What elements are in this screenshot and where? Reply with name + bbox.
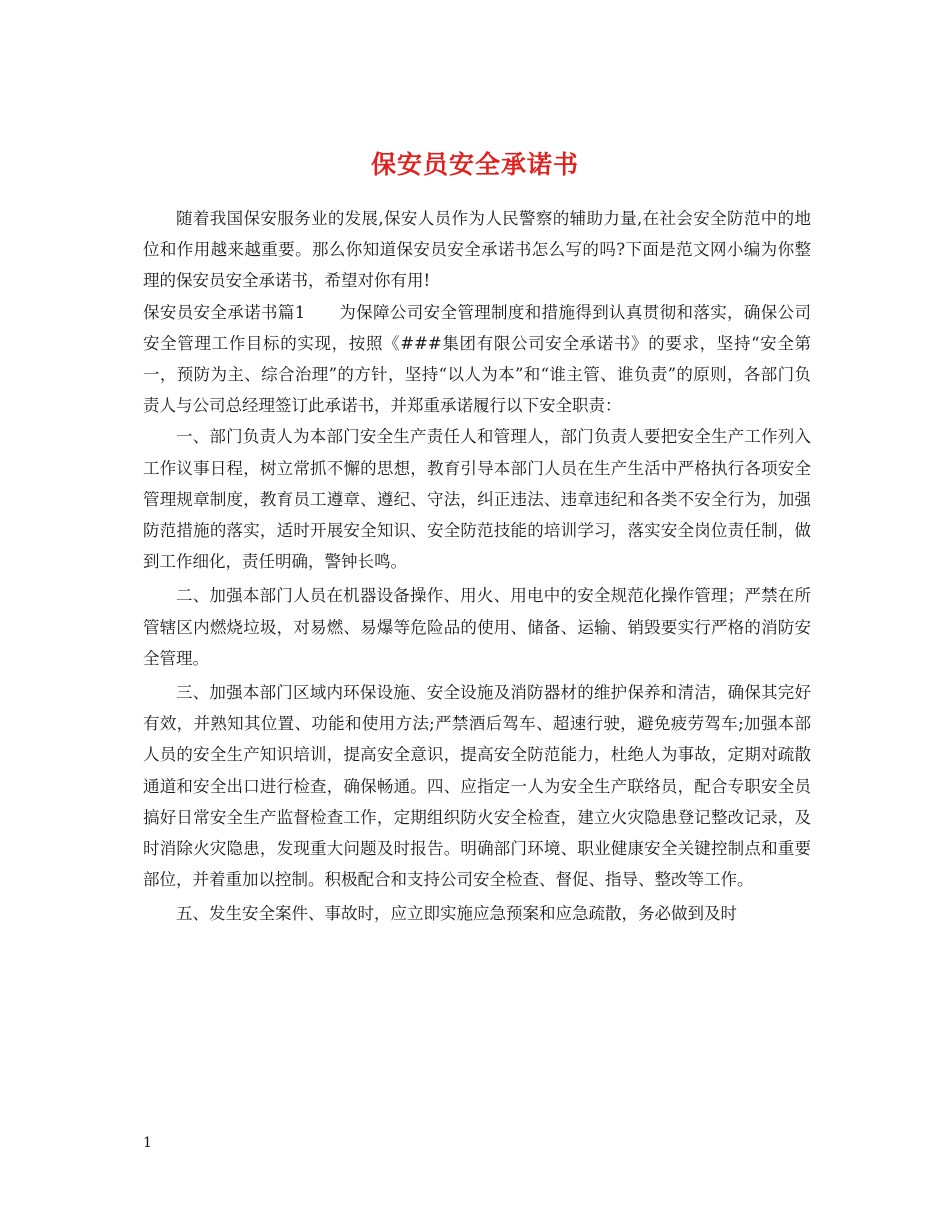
item-3-4-paragraph: 三、加强本部门区域内环保设施、安全设施及消防器材的维护保养和清洁，确保其完好有效，并熟知其位置、功能和使用方法;严禁酒后驾车、超速行驶，避免疲劳驾车;加强本部人员的安全生产知识培训，提高安全意识，提高安全防范能力，杜绝人为事故，定期对疏散通道和安全出口进行检查，确保畅通。四、应指定一人为安全生产联络员，配合专职安全员搞好日常安全生产监督检查工作，定期组织防火安全检查，建立火灾隐患登记整改记录，及时消除火灾隐患，发现重大问题及时报告。明确部门环境、职业健康安全关键控制点和重要部位，并着重加以控制。积极配合和支持公司安全检查、督促、指导、整改等工作。 [143,683,811,890]
document-body [143,203,811,930]
intro-paragraph: 随着我国保安服务业的发展,保安人员作为人民警察的辅助力量,在社会安全防范中的地位和作用越来越重要。那么你知道保安员安全承诺书怎么写的吗?下面是范文网小编为你整理的保安员安全承诺书，希望对你有用! [143,209,811,291]
item-5-paragraph: 五、发生安全案件、事故时，应立即实施应急预案和应急疏散，务必做到及时 [176,904,737,924]
section-1-paragraph: 保安员安全承诺书篇1 为保障公司安全管理制度和措施得到认真贯彻和落实，确保公司安全管理工作目标的实现，按照《###集团有限公司安全承诺书》的要求，坚持“安全第一，预防为主、综合治理”的方针，坚持“以人为本”和“谁主管、谁负责”的原则，各部门负责人与公司总经理签订此承诺书，并郑重承诺履行以下安全职责： [143,302,811,416]
document-title: 保安员安全承诺书 [370,149,579,179]
page-number: 1 [143,1135,152,1151]
item-2-paragraph: 二、加强本部门人员在机器设备操作、用火、用电中的安全规范化操作管理；严禁在所管辖区内燃烧垃圾，对易燃、易爆等危险品的使用、储备、运输、销毁要实行严格的消防安全管理。 [143,586,811,668]
item-1-paragraph: 一、部门负责人为本部门安全生产责任人和管理人，部门负责人要把安全生产工作列入工作议事日程，树立常抓不懈的思想，教育引导本部门人员在生产生活中严格执行各项安全管理规章制度，教育员工遵章、遵纪、守法，纠正违法、违章违纪和各类不安全行为，加强防范措施的落实，适时开展安全知识、安全防范技能的培训学习，落实安全岗位责任制，做到工作细化，责任明确，警钟长鸣。 [143,427,811,572]
